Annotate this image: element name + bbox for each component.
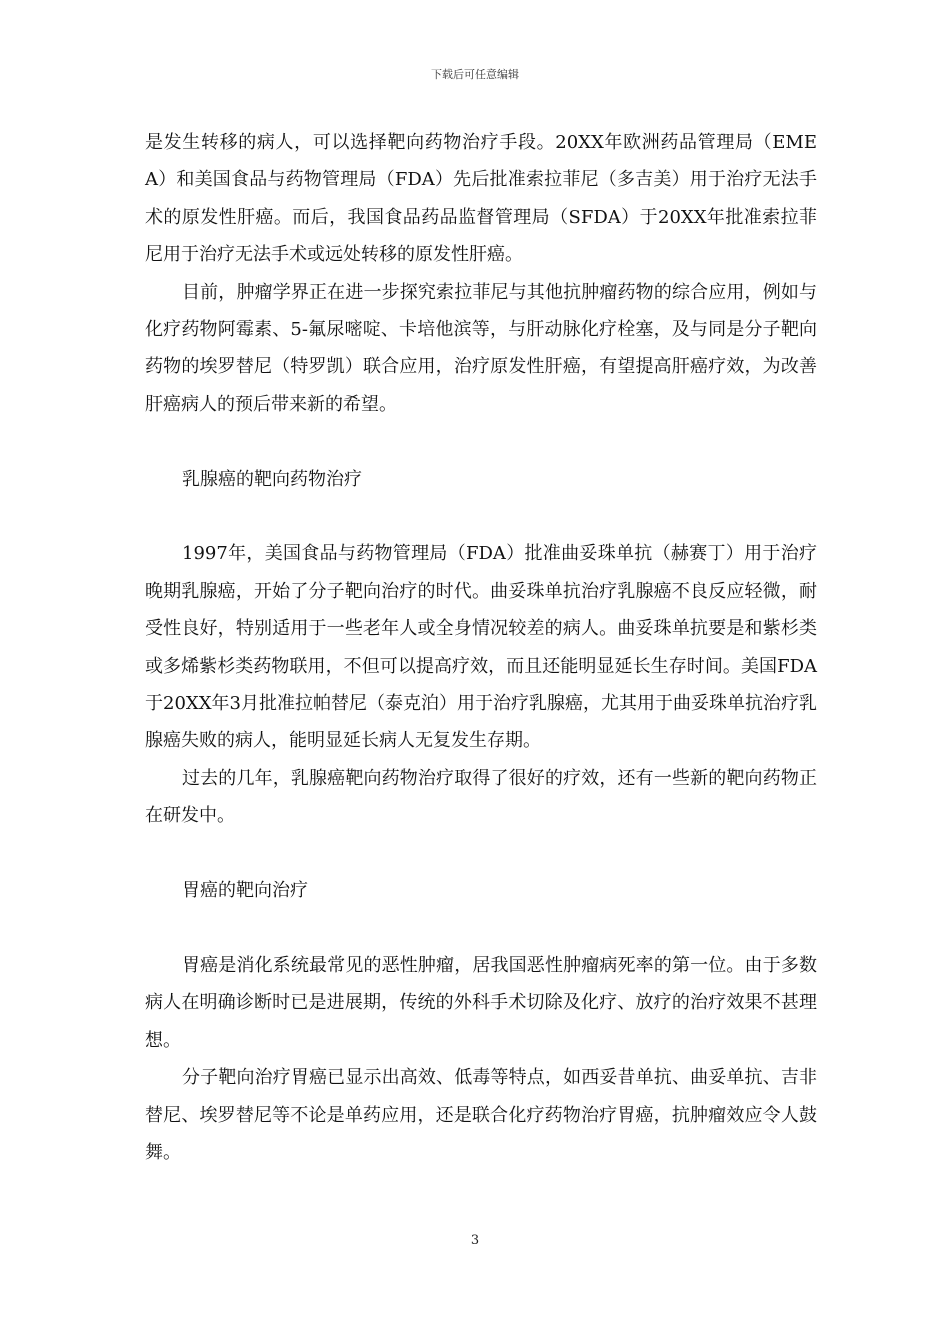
paragraph-breast-trastuzumab: 1997年，美国食品与药物管理局（FDA）批准曲妥珠单抗（赫赛丁）用于治疗晚期乳腺癌，开始了分子靶向治疗的时代。曲妥珠单抗治疗乳腺癌不良反应轻微，耐受性良好，特别适用于一些老年人或全身情况较差的病人。曲妥珠单抗要是和紫杉类或多烯紫杉类药物联用，不但可以提高疗效，而且还能明显延长生存时间。美国FDA于20XX年3月批准拉帕替尼（泰克泊）用于治疗乳腺癌，尤其用于曲妥珠单抗治疗乳腺癌失败的病人，能明显延长病人无复发生存期。 <box>145 543 817 752</box>
paragraph-liver-combination: 目前，肿瘤学界正在进一步探究索拉菲尼与其他抗肿瘤药物的综合应用，例如与化疗药物阿霉素、5-氟尿嘧啶、卡培他滨等，与肝动脉化疗栓塞，及与同是分子靶向药物的埃罗替尼（特罗凯）联合应用，治疗原发性肝癌，有望提高肝癌疗效，为改善肝癌病人的预后带来新的希望。 <box>145 281 817 415</box>
spacer <box>145 498 817 535</box>
section-heading-breast-cancer: 乳腺癌的靶向药物治疗 <box>182 468 362 490</box>
paragraph-gastric-intro: 胃癌是消化系统最常见的恶性肿瘤，居我国恶性肿瘤病死率的第一位。由于多数病人在明确诊断时已是进展期，传统的外科手术切除及化疗、放疗的治疗效果不甚理想。 <box>145 954 817 1051</box>
paragraph-liver-approval: 是发生转移的病人，可以选择靶向药物治疗手段。20XX年欧洲药品管理局（EMEA）和美国食品与药物管理局（FDA）先后批准索拉菲尼（多吉美）用于治疗无法手术的原发性肝癌。而后，我国食品药品监督管理局（SFDA）于20XX年批准索拉菲尼用于治疗无法手术或远处转移的原发性肝癌。 <box>145 132 817 266</box>
paragraph-breast-outlook: 过去的几年，乳腺癌靶向药物治疗取得了很好的疗效，还有一些新的靶向药物正在研发中。 <box>145 767 817 827</box>
section-heading-gastric-cancer: 胃癌的靶向治疗 <box>182 880 308 902</box>
spacer <box>145 835 817 872</box>
paragraph-gastric-targeted: 分子靶向治疗胃癌已显示出高效、低毒等特点，如西妥昔单抗、曲妥单抗、吉非替尼、埃罗替尼等不论是单药应用，还是联合化疗药物治疗胃癌，抗肿瘤效应令人鼓舞。 <box>145 1067 817 1163</box>
spacer <box>145 423 817 460</box>
page-number: 3 <box>470 1233 480 1248</box>
spacer <box>145 909 817 946</box>
page-header: 下载后可任意编辑 <box>431 68 519 81</box>
document-body <box>145 124 817 1171</box>
